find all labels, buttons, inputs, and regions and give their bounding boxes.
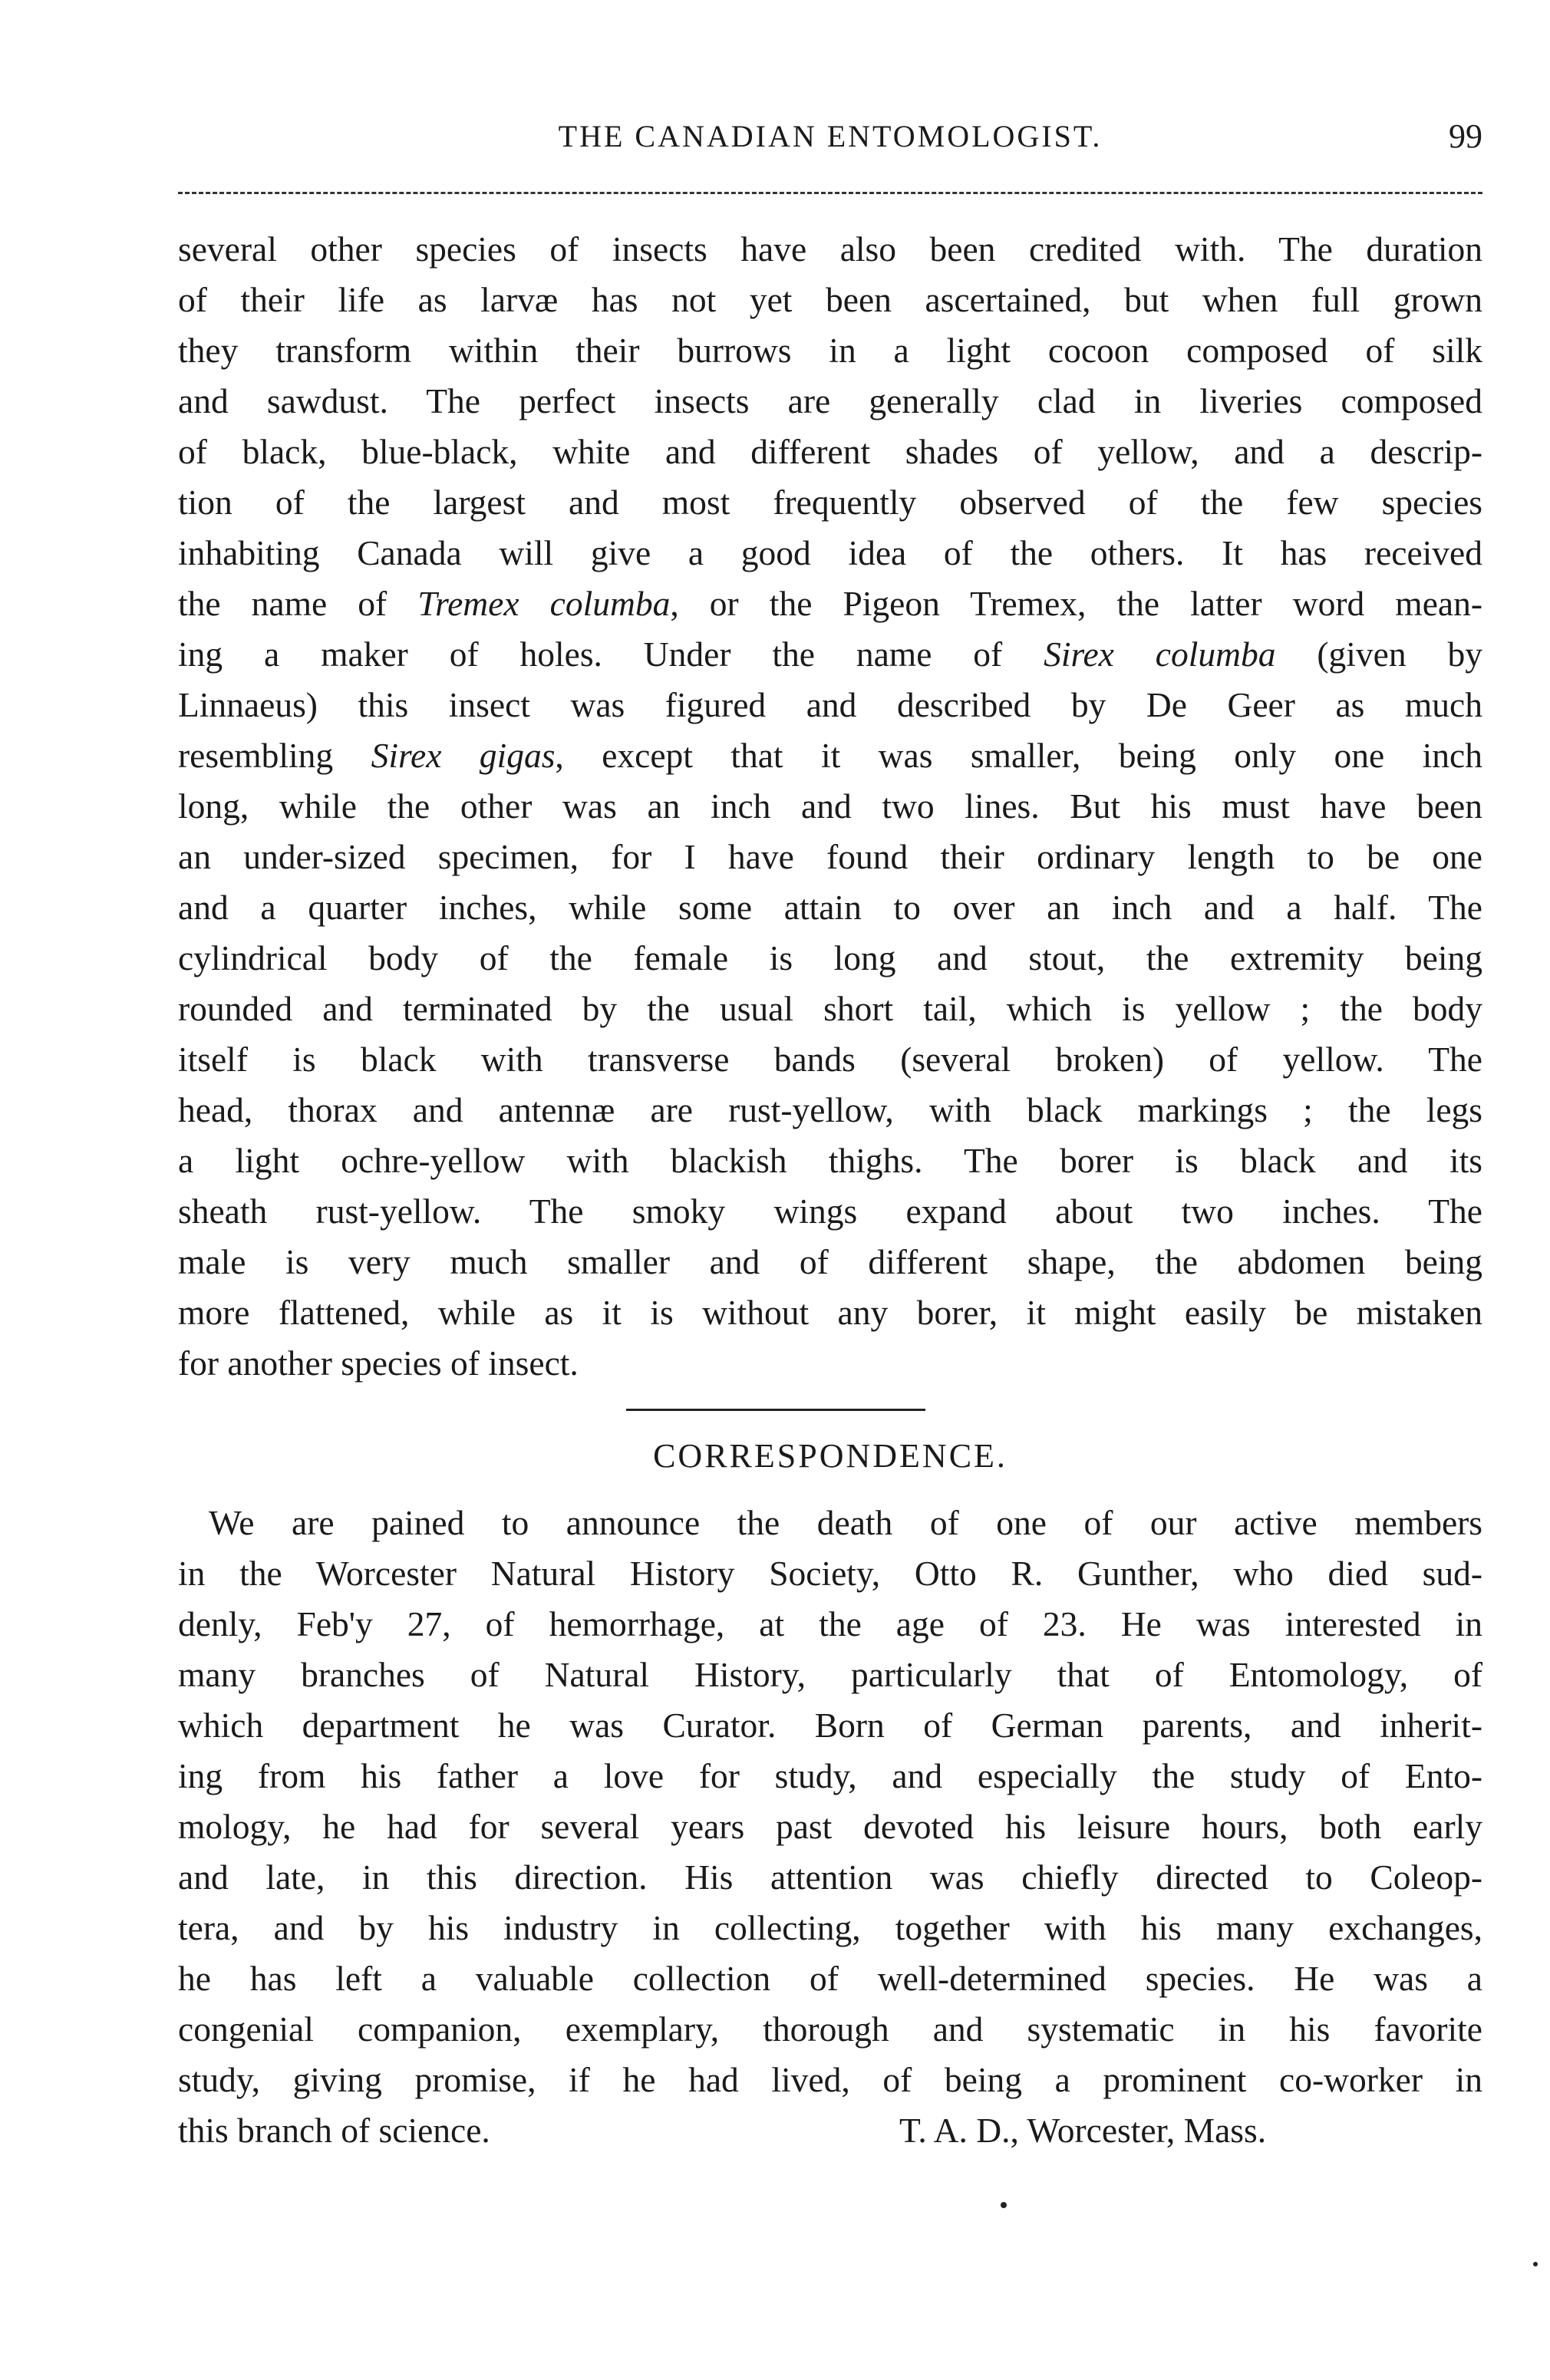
text-line: and late, in this direction. His attention was chiefly directed to Coleop- [178,1858,1482,1897]
text-line: inhabiting Canada will give a good idea of the others. It has received [178,533,1482,572]
section-divider [626,1409,925,1411]
text-line: congenial companion, exemplary, thorough and systematic in his favorite [178,2009,1482,2049]
section-heading: CORRESPONDENCE. [653,1437,1008,1475]
text-line: We are pained to announce the death of one of our active members [209,1503,1482,1542]
ink-speck [1533,2262,1538,2266]
text-line: study, giving promise, if he had lived, of being a prominent co-worker in [178,2060,1482,2099]
text-line: and sawdust. The perfect insects are generally clad in liveries composed [178,381,1482,420]
text-line: in the Worcester Natural History Society, Otto R. Gunther, who died sud- [178,1554,1482,1593]
text-line: which department he was Curator. Born of German parents, and inherit- [178,1706,1482,1745]
text-line: for another species of insect. [178,1343,579,1383]
text-line: rounded and terminated by the usual short tail, which is yellow ; the body [178,989,1482,1028]
text-line: more flattened, while as it is without any borer, it might easily be mistaken [178,1293,1482,1332]
header-rule [178,192,1482,194]
text-line: ing a maker of holes. Under the name of Sirex columba (given by [178,635,1482,674]
article-text [178,224,1482,1389]
text-line: and a quarter inches, while some attain to over an inch and a half. The [178,888,1482,927]
text-line: sheath rust-yellow. The smoky wings expand about two inches. The [178,1192,1482,1231]
text-line: tera, and by his industry in collecting, together with his many exchanges, [178,1908,1482,1947]
closing-text: this branch of science. [178,2111,490,2150]
running-title: THE CANADIAN ENTOMOLOGIST. [558,119,1103,153]
text-line: mology, he had for several years past devoted his leisure hours, both early [178,1807,1482,1846]
text-line: many branches of Natural History, particularly that of Entomology, of [178,1655,1482,1694]
text-line: of black, blue-black, white and different shades of yellow, and a descrip- [178,432,1482,471]
text-line: Linnaeus) this insect was figured and described by De Geer as much [178,685,1482,724]
signature-line [178,2105,1482,2156]
text-line: cylindrical body of the female is long and stout, the extremity being [178,938,1482,977]
running-head [178,114,1482,160]
text-line: tion of the largest and most frequently observed of the few species [178,483,1482,522]
text-line: ing from his father a love for study, and especially the study of Ento- [178,1756,1482,1795]
correspondence-text [178,1498,1482,2156]
species-name: Sirex gigas [371,736,556,775]
species-name: Tremex columba [417,584,671,623]
text-line: resembling Sirex gigas, except that it was smaller, being only one inch [178,736,1482,775]
text-line: of their life as larvæ has not yet been ascertained, but when full grown [178,280,1482,319]
signature: T. A. D., Worcester, Mass. [899,2111,1267,2150]
text-line: male is very much smaller and of different shape, the abdomen being [178,1242,1482,1281]
text-line: denly, Feb'y 27, of hemorrhage, at the age of 23. He was interested in [178,1604,1482,1643]
text-line: itself is black with transverse bands (several broken) of yellow. The [178,1040,1482,1079]
page-number: 99 [1449,117,1482,155]
correspondence-paragraph [178,1498,1482,2105]
species-name: Sirex columba [1044,635,1276,674]
text-line: several other species of insects have also been credited with. The duration [178,229,1482,269]
text-line: a light ochre-yellow with blackish thighs. The borer is black and its [178,1141,1482,1180]
ink-speck [1001,2202,1007,2208]
text-line: he has left a valuable collection of well-determined species. He was a [178,1959,1482,1998]
text-line: the name of Tremex columba, or the Pigeon Tremex, the latter word mean- [178,584,1482,623]
text-line: an under-sized specimen, for I have found their ordinary length to be one [178,837,1482,876]
text-line: long, while the other was an inch and two lines. But his must have been [178,786,1482,826]
text-line: head, thorax and antennæ are rust-yellow, with black markings ; the legs [178,1090,1482,1129]
text-line: they transform within their burrows in a light cocoon composed of silk [178,331,1482,370]
